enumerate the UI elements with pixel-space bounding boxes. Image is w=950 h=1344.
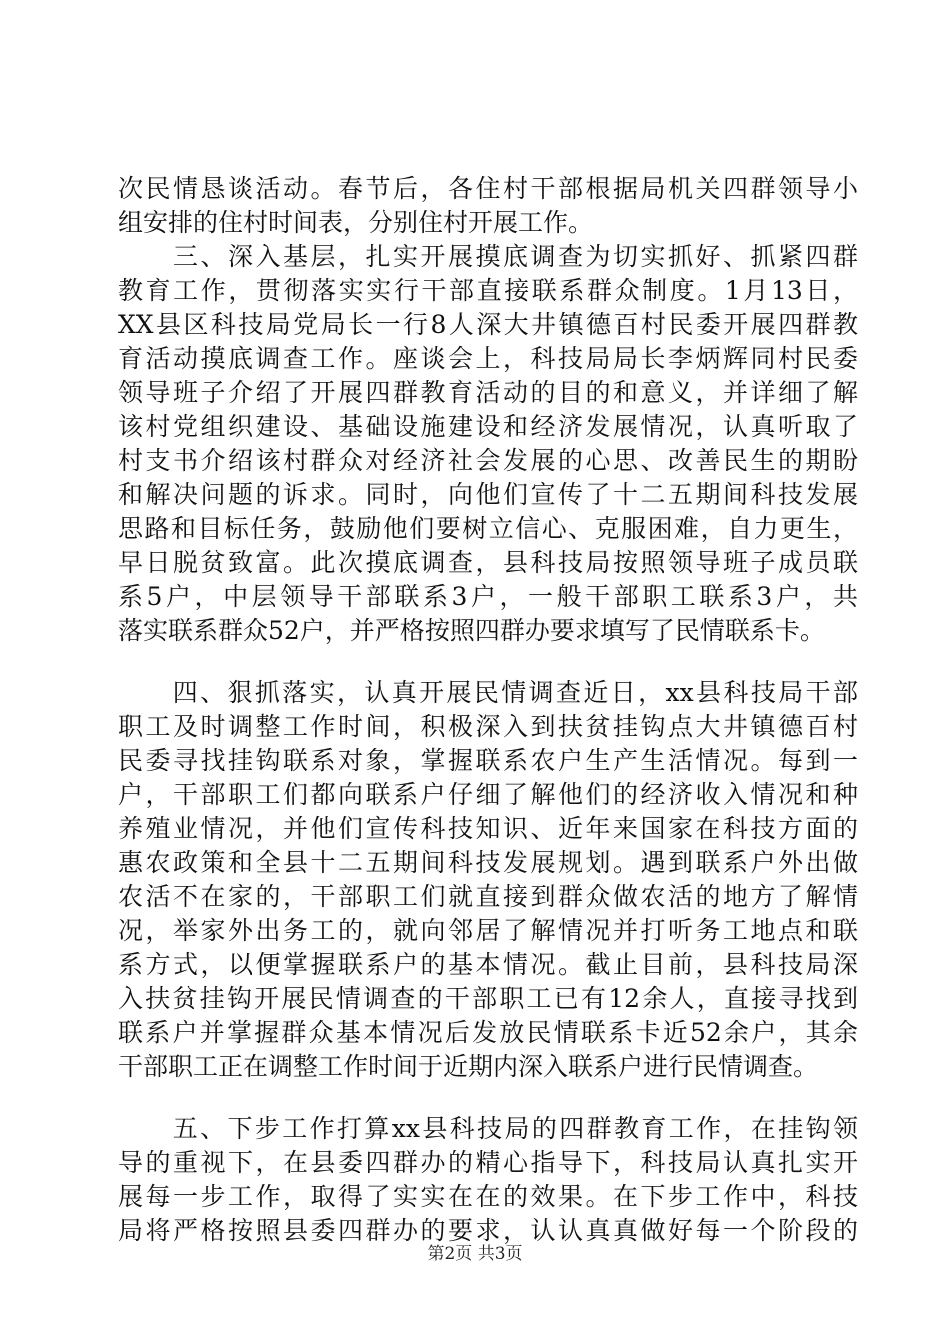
- paragraph-section-4: [118, 676, 858, 1084]
- document-body: [118, 172, 858, 1248]
- text-line: 养殖业情况，并他们宣传科技知识、近年来国家在科技方面的: [118, 814, 858, 843]
- text-line: 惠农政策和全县十二五期间科技发展规划。遇到联系户外出做: [118, 848, 858, 877]
- text-line: 局将严格按照县委四群办的要求，认认真真做好每一个阶段的: [118, 1216, 858, 1245]
- paragraph-spacer: [118, 648, 858, 676]
- text-line: 入扶贫挂钩开展民情调查的干部职工已有12余人，直接寻找到: [118, 984, 858, 1013]
- text-line: 思路和目标任务，鼓励他们要树立信心、克服困难，自力更生，: [118, 514, 858, 543]
- text-line: 户，干部职工们都向联系户仔细了解他们的经济收入情况和种: [118, 780, 858, 809]
- text-line: 落实联系群众52户，并严格按照四群办要求填写了民情联系卡。: [118, 616, 825, 645]
- text-line: 五、下步工作打算xx县科技局的四群教育工作，在挂钩领: [118, 1114, 858, 1143]
- text-line: 教育工作，贯彻落实实行干部直接联系群众制度。1月13日，: [118, 276, 858, 305]
- text-line: 组安排的住村时间表，分别住村开展工作。: [118, 208, 594, 237]
- text-line: 况，举家外出务工的，就向邻居了解情况并打听务工地点和联: [118, 916, 858, 945]
- text-line: 职工及时调整工作时间，积极深入到扶贫挂钩点大井镇德百村: [118, 712, 858, 741]
- text-line: XX县区科技局党局长一行8人深大井镇德百村民委开展四群教: [118, 310, 858, 339]
- text-line: 系方式，以便掌握联系户的基本情况。截止目前，县科技局深: [118, 950, 858, 979]
- text-line: 次民情恳谈活动。春节后，各住村干部根据局机关四群领导小: [118, 174, 858, 203]
- text-line: 民委寻找挂钩联系对象，掌握联系农户生产生活情况。每到一: [118, 746, 858, 775]
- text-line: 展每一步工作，取得了实实在在的效果。在下步工作中，科技: [118, 1182, 858, 1211]
- paragraph-spacer: [118, 1084, 858, 1112]
- text-line: 联系户并掌握群众基本情况后发放民情联系卡近52余户，其余: [118, 1018, 858, 1047]
- text-line: 和解决问题的诉求。同时，向他们宣传了十二五期间科技发展: [118, 480, 858, 509]
- text-line: 导的重视下，在县委四群办的精心指导下，科技局认真扎实开: [118, 1148, 858, 1177]
- text-line: 农活不在家的，干部职工们就直接到群众做农活的地方了解情: [118, 882, 858, 911]
- text-line: 干部职工正在调整工作时间于近期内深入联系户进行民情调查。: [118, 1052, 819, 1081]
- text-line: 系5户，中层领导干部联系3户，一般干部职工联系3户，共: [118, 582, 858, 611]
- paragraph-section-3: [118, 172, 858, 648]
- text-line: 该村党组织建设、基础设施建设和经济发展情况，认真听取了: [118, 412, 858, 441]
- text-line: 村支书介绍该村群众对经济社会发展的心思、改善民生的期盼: [118, 446, 858, 475]
- text-line: 领导班子介绍了开展四群教育活动的目的和意义，并详细了解: [118, 378, 858, 407]
- paragraph-section-5: [118, 1112, 858, 1248]
- text-line: 三、深入基层，扎实开展摸底调查为切实抓好、抓紧四群: [118, 242, 858, 271]
- text-line: 育活动摸底调查工作。座谈会上，科技局局长李炳辉同村民委: [118, 344, 858, 373]
- page-number-footer: 第2页 共3页: [427, 1244, 523, 1264]
- text-line: 四、狠抓落实，认真开展民情调查近日，xx县科技局干部: [118, 678, 858, 707]
- text-line: 早日脱贫致富。此次摸底调查，县科技局按照领导班子成员联: [118, 548, 858, 577]
